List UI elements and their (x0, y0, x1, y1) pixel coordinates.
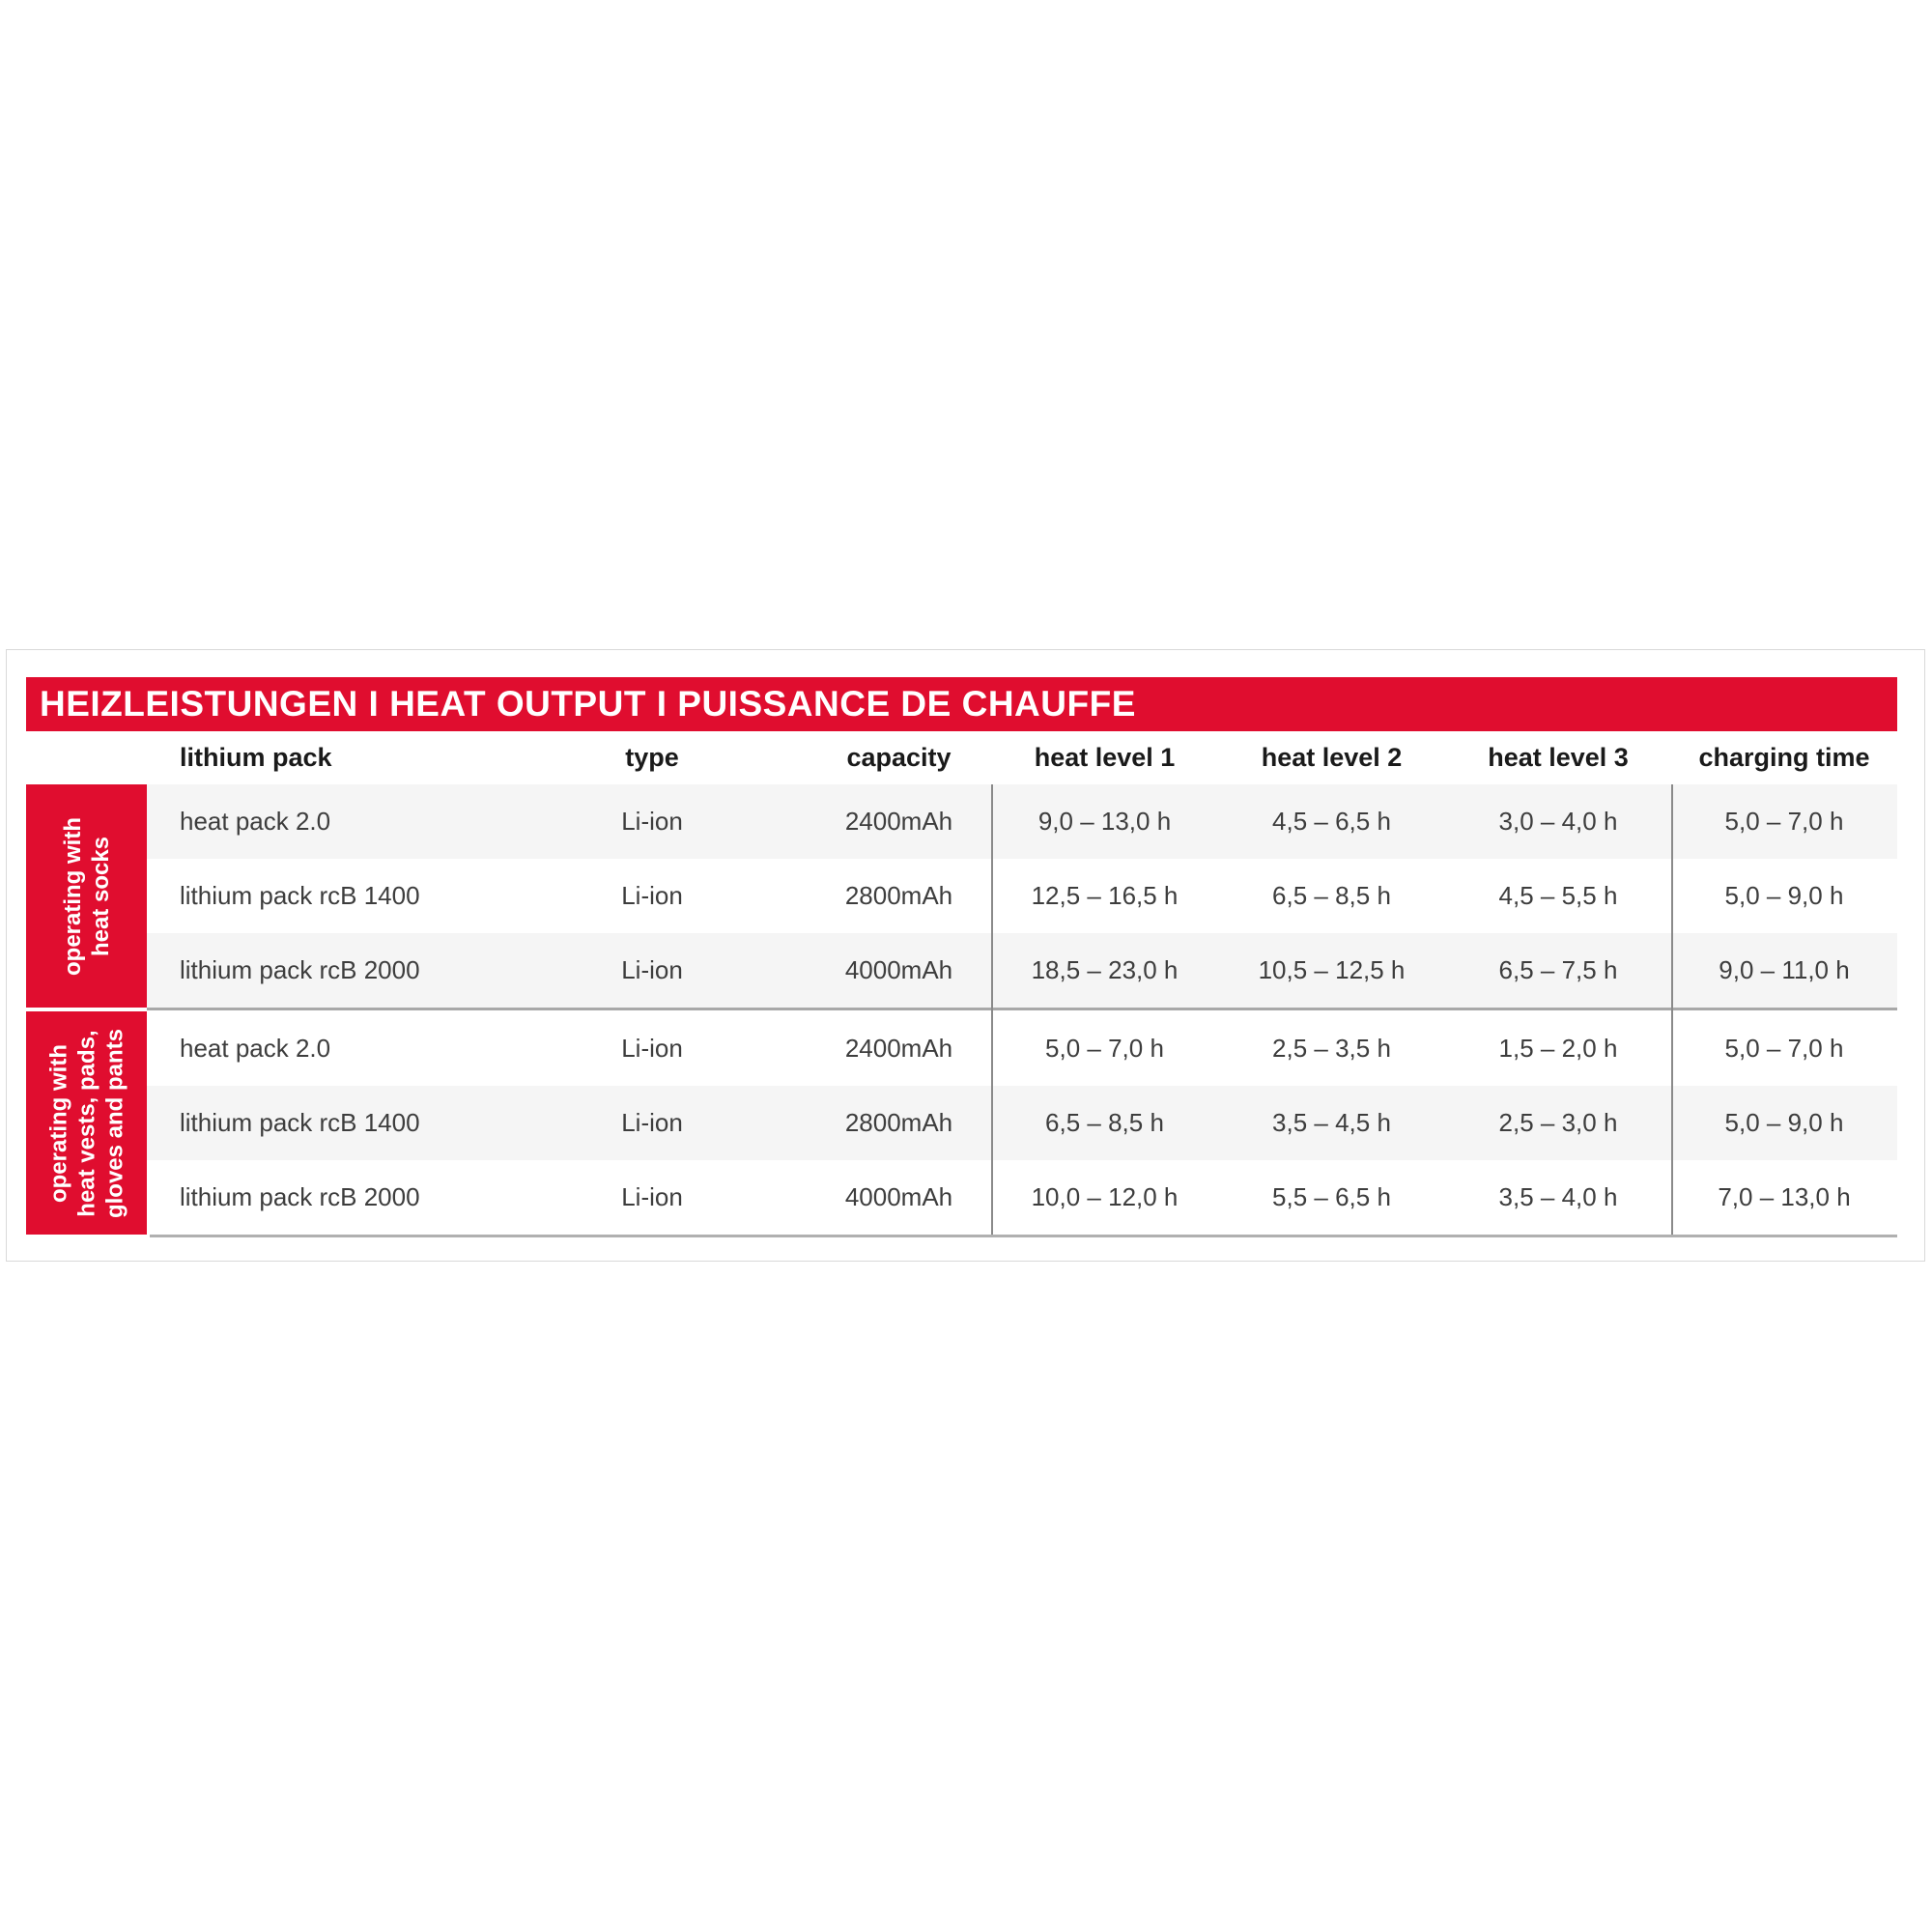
cell-type: Li-ion (497, 1011, 807, 1086)
group-label-line: heat vests, pads, (73, 1029, 99, 1217)
cell-pack-name: heat pack 2.0 (147, 1011, 497, 1086)
cell-pack-name: lithium pack rcB 2000 (147, 1160, 497, 1235)
heat-output-table (26, 731, 1897, 1237)
cell-type: Li-ion (497, 1160, 807, 1235)
cell-heat-level-1: 5,0 – 7,0 h (991, 1011, 1218, 1086)
group-label-heat-vests-pads-gloves-pants (26, 1011, 147, 1235)
cell-heat-level-3: 6,5 – 7,5 h (1445, 933, 1671, 1008)
cell-pack-name: lithium pack rcB 1400 (147, 1086, 497, 1160)
cell-capacity: 2400mAh (807, 1011, 991, 1086)
cell-heat-level-2: 3,5 – 4,5 h (1218, 1086, 1445, 1160)
cell-capacity: 2800mAh (807, 1086, 991, 1160)
cell-heat-level-3: 3,5 – 4,0 h (1445, 1160, 1671, 1235)
cell-charging-time: 5,0 – 7,0 h (1671, 1011, 1897, 1086)
cell-pack-name: lithium pack rcB 1400 (147, 859, 497, 933)
cell-type: Li-ion (497, 1086, 807, 1160)
cell-heat-level-1: 10,0 – 12,0 h (991, 1160, 1218, 1235)
cell-heat-level-3: 4,5 – 5,5 h (1445, 859, 1671, 933)
cell-charging-time: 5,0 – 9,0 h (1671, 1086, 1897, 1160)
group-label-line: gloves and pants (101, 1028, 128, 1218)
cell-heat-level-2: 5,5 – 6,5 h (1218, 1160, 1445, 1235)
cell-heat-level-1: 6,5 – 8,5 h (991, 1086, 1218, 1160)
table-title-banner (26, 677, 1897, 731)
table-title: HEIZLEISTUNGEN I HEAT OUTPUT I PUISSANCE DE CHAUFFE (40, 684, 1136, 724)
group-label-heat-socks (26, 784, 147, 1008)
group-label-heat-socks-text (59, 817, 115, 976)
cell-charging-time: 5,0 – 7,0 h (1671, 784, 1897, 859)
group-label-line: operating with (45, 1043, 71, 1203)
cell-heat-level-3: 2,5 – 3,0 h (1445, 1086, 1671, 1160)
cell-heat-level-3: 3,0 – 4,0 h (1445, 784, 1671, 859)
group-label-line: heat socks (87, 836, 114, 956)
cell-type: Li-ion (497, 933, 807, 1008)
cell-heat-level-1: 12,5 – 16,5 h (991, 859, 1218, 933)
column-header-charging-time: charging time (1698, 743, 1870, 772)
cell-capacity: 4000mAh (807, 933, 991, 1008)
cell-pack-name: lithium pack rcB 2000 (147, 933, 497, 1008)
cell-heat-level-2: 6,5 – 8,5 h (1218, 859, 1445, 933)
column-header-type: type (625, 743, 679, 772)
table-grid (26, 731, 1897, 1235)
column-header-capacity: capacity (846, 743, 952, 772)
cell-capacity: 4000mAh (807, 1160, 991, 1235)
group-label-line: operating with (59, 816, 86, 976)
group-label-heat-vests-text (44, 1028, 128, 1217)
cell-heat-level-3: 1,5 – 2,0 h (1445, 1011, 1671, 1086)
column-header-heat-level-3: heat level 3 (1488, 743, 1629, 772)
cell-charging-time: 9,0 – 11,0 h (1671, 933, 1897, 1008)
cell-capacity: 2400mAh (807, 784, 991, 859)
cell-charging-time: 5,0 – 9,0 h (1671, 859, 1897, 933)
cell-capacity: 2800mAh (807, 859, 991, 933)
cell-type: Li-ion (497, 859, 807, 933)
column-divider-line (1671, 784, 1673, 1235)
cell-charging-time: 7,0 – 13,0 h (1671, 1160, 1897, 1235)
cell-heat-level-2: 10,5 – 12,5 h (1218, 933, 1445, 1008)
column-divider-line (991, 784, 993, 1235)
cell-heat-level-1: 9,0 – 13,0 h (991, 784, 1218, 859)
cell-heat-level-2: 2,5 – 3,5 h (1218, 1011, 1445, 1086)
cell-pack-name: heat pack 2.0 (147, 784, 497, 859)
column-header-heat-level-1: heat level 1 (1034, 743, 1176, 772)
header-corner-spacer (26, 731, 147, 784)
column-header-heat-level-2: heat level 2 (1261, 743, 1403, 772)
table-bottom-border (150, 1235, 1897, 1237)
heat-output-panel (6, 649, 1925, 1262)
column-header-lithium-pack: lithium pack (180, 743, 332, 772)
cell-heat-level-1: 18,5 – 23,0 h (991, 933, 1218, 1008)
cell-heat-level-2: 4,5 – 6,5 h (1218, 784, 1445, 859)
cell-type: Li-ion (497, 784, 807, 859)
